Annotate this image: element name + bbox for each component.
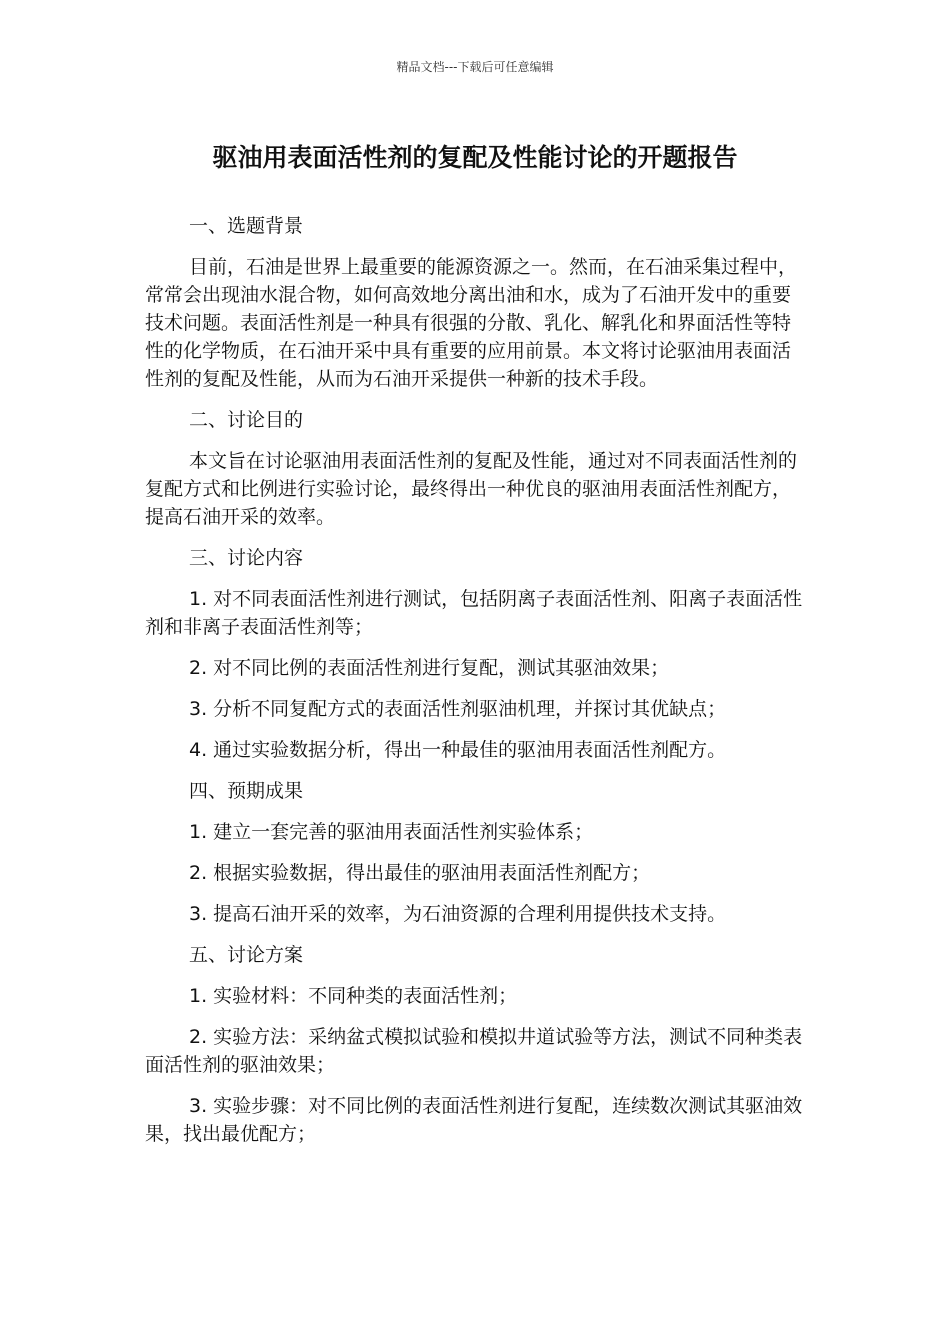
section-heading-purpose: 二、讨论目的 xyxy=(189,409,304,431)
content-item-4: 4. 通过实验数据分析，得出一种最佳的驱油用表面活性剂配方。 xyxy=(189,739,727,761)
document-body xyxy=(145,212,805,1161)
section-heading-results: 四、预期成果 xyxy=(189,780,304,802)
section-heading-background: 一、选题背景 xyxy=(189,215,304,237)
document-title: 驱油用表面活性剂的复配及性能讨论的开题报告 xyxy=(212,143,738,172)
page-header: 精品文档---下载后可任意编辑 xyxy=(396,60,554,74)
section-heading-content: 三、讨论内容 xyxy=(189,547,304,569)
plan-item-3: 3. 实验步骤：对不同比例的表面活性剂进行复配，连续数次测试其驱油效果，找出最优配方； xyxy=(145,1095,803,1145)
paragraph-purpose: 本文旨在讨论驱油用表面活性剂的复配及性能，通过对不同表面活性剂的复配方式和比例进行实验讨论，最终得出一种优良的驱油用表面活性剂配方，提高石油开采的效率。 xyxy=(145,450,798,528)
result-item-3: 3. 提高石油开采的效率，为石油资源的合理利用提供技术支持。 xyxy=(189,903,727,925)
content-item-1: 1. 对不同表面活性剂进行测试，包括阴离子表面活性剂、阳离子表面活性剂和非离子表面活性剂等； xyxy=(145,588,803,638)
result-item-1: 1. 建立一套完善的驱油用表面活性剂实验体系； xyxy=(189,821,594,843)
plan-item-1: 1. 实验材料：不同种类的表面活性剂； xyxy=(189,985,518,1007)
section-heading-plan: 五、讨论方案 xyxy=(189,944,304,966)
paragraph-background: 目前，石油是世界上最重要的能源资源之一。然而，在石油采集过程中，常常会出现油水混合物，如何高效地分离出油和水，成为了石油开发中的重要技术问题。表面活性剂是一种具有很强的分散、乳化、解乳化和界面活性等特性的化学物质，在石油开采中具有重要的应用前景。本文将讨论驱油用表面活性剂的复配及性能，从而为石油开采提供一种新的技术手段。 xyxy=(145,256,798,390)
content-item-2: 2. 对不同比例的表面活性剂进行复配，测试其驱油效果； xyxy=(189,657,670,679)
result-item-2: 2. 根据实验数据，得出最佳的驱油用表面活性剂配方； xyxy=(189,862,651,884)
content-item-3: 3. 分析不同复配方式的表面活性剂驱油机理，并探讨其优缺点； xyxy=(189,698,727,720)
plan-item-2: 2. 实验方法：采纳盆式模拟试验和模拟井道试验等方法，测试不同种类表面活性剂的驱油效果； xyxy=(145,1026,803,1076)
